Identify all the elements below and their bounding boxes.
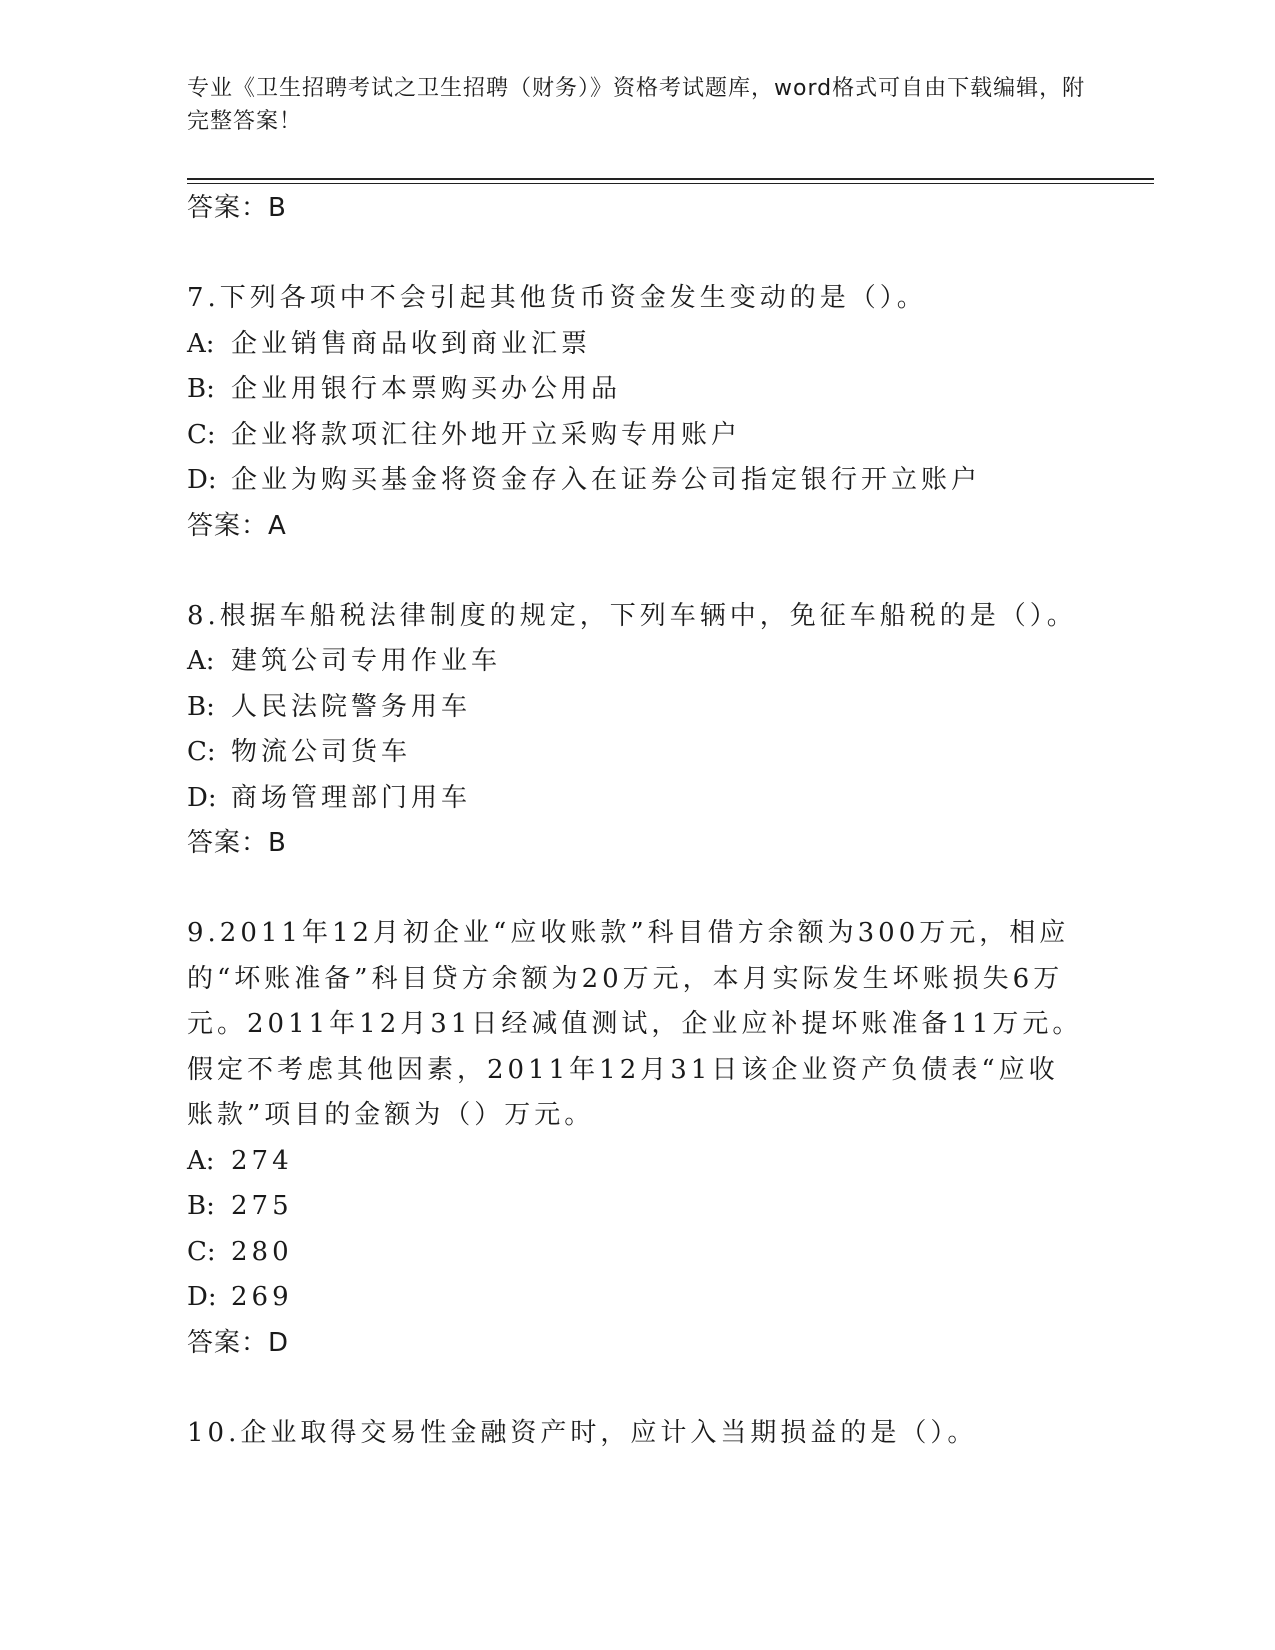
- option-text: 280: [231, 1236, 293, 1267]
- answer-label: 答案：: [187, 1327, 269, 1358]
- header-rule-thin: [187, 183, 1154, 184]
- option-a: [187, 1139, 1087, 1185]
- page-header: 专业《卫生招聘考试之卫生招聘（财务）》资格考试题库，word格式可自由下载编辑，附完整答案！: [187, 76, 1086, 134]
- option-letter: A:: [187, 1145, 215, 1176]
- option-letter: C:: [187, 1236, 216, 1267]
- option-text: 企业销售商品收到商业汇票: [231, 328, 592, 359]
- question-8: [187, 594, 1087, 867]
- answer-value: D: [268, 1327, 289, 1358]
- option-text: 企业将款项汇往外地开立采购专用账户: [231, 419, 742, 450]
- header-rule-thick: [187, 178, 1154, 180]
- option-letter: B:: [187, 374, 215, 404]
- option-letter: C:: [187, 419, 216, 450]
- answer-label: 答案：: [187, 828, 269, 858]
- option-text: 商场管理部门用车: [231, 782, 472, 813]
- answer-line: [187, 1321, 1087, 1366]
- answer-value: B: [268, 828, 286, 858]
- answer-label: 答案：: [187, 193, 269, 223]
- option-letter: B:: [187, 691, 215, 722]
- option-b: [187, 367, 1087, 413]
- question-10: [187, 1411, 1087, 1457]
- option-text: 274: [231, 1145, 293, 1176]
- option-text: 建筑公司专用作业车: [231, 646, 502, 676]
- option-c: [187, 413, 1087, 459]
- option-text: 人民法院警务用车: [231, 691, 472, 722]
- option-a: [187, 639, 1087, 685]
- answer-line: [187, 821, 1087, 866]
- option-c: [187, 730, 1087, 776]
- question-stem: 8.根据车船税法律制度的规定，下列车辆中，免征车船税的是（）。: [187, 600, 1077, 631]
- option-d: [187, 776, 1087, 822]
- option-text: 物流公司货车: [231, 737, 412, 767]
- option-a: [187, 322, 1087, 368]
- question-stem: 9.2011年12月初企业“应收账款”科目借方余额为300万元，相应的“坏账准备”科目贷方余额为20万元，本月实际发生坏账损失6万元。2011年12月31日经减值测试，企业应补提坏账准备11万元。假定不考虑其他因素，2011年12月31日该企业资产负债表“应收账款”项目的金额为（）万元。: [187, 918, 1083, 1130]
- question-stem: 7.下列各项中不会引起其他货币资金发生变动的是（）。: [187, 283, 927, 313]
- option-text: 企业用银行本票购买办公用品: [231, 374, 622, 404]
- option-letter: C:: [187, 737, 216, 767]
- option-b: [187, 1184, 1087, 1230]
- option-b: [187, 685, 1087, 731]
- option-text: 275: [231, 1191, 293, 1221]
- option-letter: D:: [187, 782, 217, 813]
- answer-line: [187, 504, 1087, 549]
- option-text: 269: [231, 1282, 293, 1312]
- option-letter: A:: [187, 328, 215, 359]
- document-body: [187, 186, 1087, 1456]
- answer-value: B: [268, 193, 286, 223]
- option-letter: A:: [187, 646, 215, 676]
- question-9: [187, 911, 1087, 1366]
- option-letter: D:: [187, 465, 217, 495]
- option-letter: B:: [187, 1191, 215, 1221]
- option-letter: D:: [187, 1282, 217, 1312]
- option-c: [187, 1230, 1087, 1276]
- option-d: [187, 458, 1087, 504]
- answer-line: [187, 186, 1087, 231]
- question-7: [187, 276, 1087, 549]
- answer-value: A: [268, 510, 286, 541]
- answer-label: 答案：: [187, 510, 269, 541]
- question-stem: 10.企业取得交易性金融资产时，应计入当期损益的是（）。: [187, 1417, 978, 1448]
- option-d: [187, 1275, 1087, 1321]
- option-text: 企业为购买基金将资金存入在证券公司指定银行开立账户: [231, 465, 982, 495]
